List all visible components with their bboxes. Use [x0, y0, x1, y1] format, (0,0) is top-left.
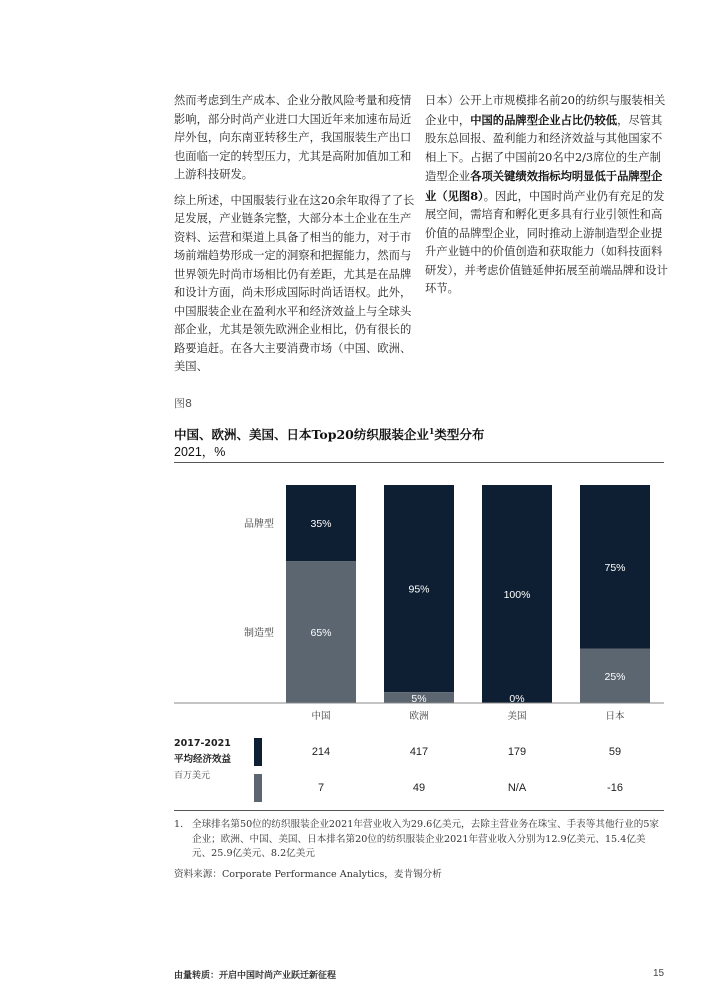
body-column-left [174, 92, 420, 384]
economic-profit-value: 7 [317, 782, 325, 794]
category-label: 日本 [605, 711, 625, 722]
footnote-number: 1. [174, 819, 184, 830]
category-label: 中国 [311, 711, 331, 722]
figure-title-text: 中国、欧洲、美国、日本Top20纺织服装企业 [174, 427, 429, 442]
economic-profit-period: 2017-2021 [174, 738, 231, 749]
economic-profit-value: 49 [412, 782, 426, 794]
body-paragraph [174, 92, 420, 185]
figure-title [174, 425, 484, 443]
bar-value-label: 5% [411, 693, 427, 706]
body-text: ，尽管其股东总回报、盈利能力和经济效益与其他国家不相上下。占据了中国前20名中2/3席位的生产制造型企业 [425, 113, 663, 183]
body-column-right [425, 92, 671, 306]
economic-profit-value: 179 [507, 746, 527, 758]
body-text: 。因此，中国时尚产业仍有充足的发展空间，需培育和孵化更多具有行业引领性和高价值的品牌型企业，同时推动上游制造型企业提升产业链中的价值创造和获取能力（如科技面料研发），并考虑价值链延伸拓展至前端品牌和设计环节。 [425, 189, 668, 295]
economic-profit-value: N/A [507, 782, 527, 794]
economic-profit-brand-swatch [254, 738, 262, 766]
emphasis-text: 各项关键绩效指标均明显低于品牌型企业（见图8） [425, 169, 663, 203]
bar-value-label: 35% [310, 518, 332, 531]
economic-profit-value: 214 [311, 746, 331, 758]
legend-label: 制造型 [244, 628, 274, 640]
economic-profit-value: 59 [608, 746, 622, 758]
body-text: 然而考虑到生产成本、企业分散风险考量和疫情影响，部分时尚产业进口大国近年来加速布局近岸外包，向东南亚转移生产，我国服装生产出口也面临一定的转型压力，尤其是高附加值加工和上游科技研发。 [174, 94, 412, 181]
bar-value-label: 100% [503, 589, 531, 601]
figure-title-suffix: 类型分布 [434, 427, 485, 442]
economic-profit-value: 417 [409, 746, 429, 758]
bar-value-label: 95% [408, 583, 430, 596]
emphasis-text: 中国的品牌型企业占比仍较低 [470, 112, 618, 127]
body-text: 综上所述，中国服装行业在这20余年取得了了长足发展，产业链条完整，大部分本土企业在生产资料、运营和渠道上具备了相当的能力，对于市场前端趋势形成一定的洞察和把握能力，然而与世界领先时尚市场相比仍有差距，尤其是在品牌和设计方面，尚未形成国际时尚话语权。此外，中国服装企业在盈利水平和经济效益上与全球头部企业，尤其是领先欧洲企业相比，仍有很长的路要追赶。在各大主要消费市场（中国、欧洲、美国、 [174, 193, 415, 373]
body-paragraph [174, 192, 420, 377]
source-note: 资料来源：Corporate Performance Analytics，麦肯锡分析 [174, 869, 442, 880]
economic-profit-manufacturing-swatch [254, 774, 262, 802]
economic-profit-label: 平均经济效益 [174, 754, 232, 765]
bar-value-label: 25% [604, 670, 626, 683]
legend-label: 品牌型 [244, 519, 274, 531]
figure-label: 图8 [174, 397, 192, 410]
economic-profit-unit: 百万美元 [174, 771, 211, 781]
economic-profit-value: -16 [607, 782, 623, 794]
figure-title-footnote-mark: 1 [428, 425, 435, 436]
bar-value-label: 75% [604, 561, 626, 574]
category-label: 美国 [507, 711, 527, 722]
body-text: 日本）公开上市规模排名前20的纺织与服装相关企业中， [425, 94, 666, 127]
bar-value-label: 65% [310, 627, 332, 640]
bar-value-label: 0% [509, 693, 525, 705]
figure-bottom-rule [174, 810, 664, 811]
body-paragraph [425, 92, 671, 299]
economic-profit-table [174, 732, 664, 800]
category-label: 欧洲 [409, 711, 429, 722]
figure-top-rule [174, 462, 664, 463]
footnote [174, 818, 664, 862]
stacked-bar-chart [174, 475, 664, 725]
page-number: 15 [653, 968, 665, 979]
footnote-text: 全球排名第50位的纺织服装企业2021年营业收入为29.6亿美元，去除主营业务在珠宝、手表等其他行业的5家企业；欧洲、中国、美国、日本排名第20位的纺织服装企业2021年营业收入分别为12.9亿美元、15.4亿美元、25.9亿美元、8.2亿美元 [192, 819, 660, 859]
figure-subtitle: 2021，% [174, 445, 226, 459]
footer-report-title: 由量转质：开启中国时尚产业跃迁新征程 [174, 971, 337, 981]
